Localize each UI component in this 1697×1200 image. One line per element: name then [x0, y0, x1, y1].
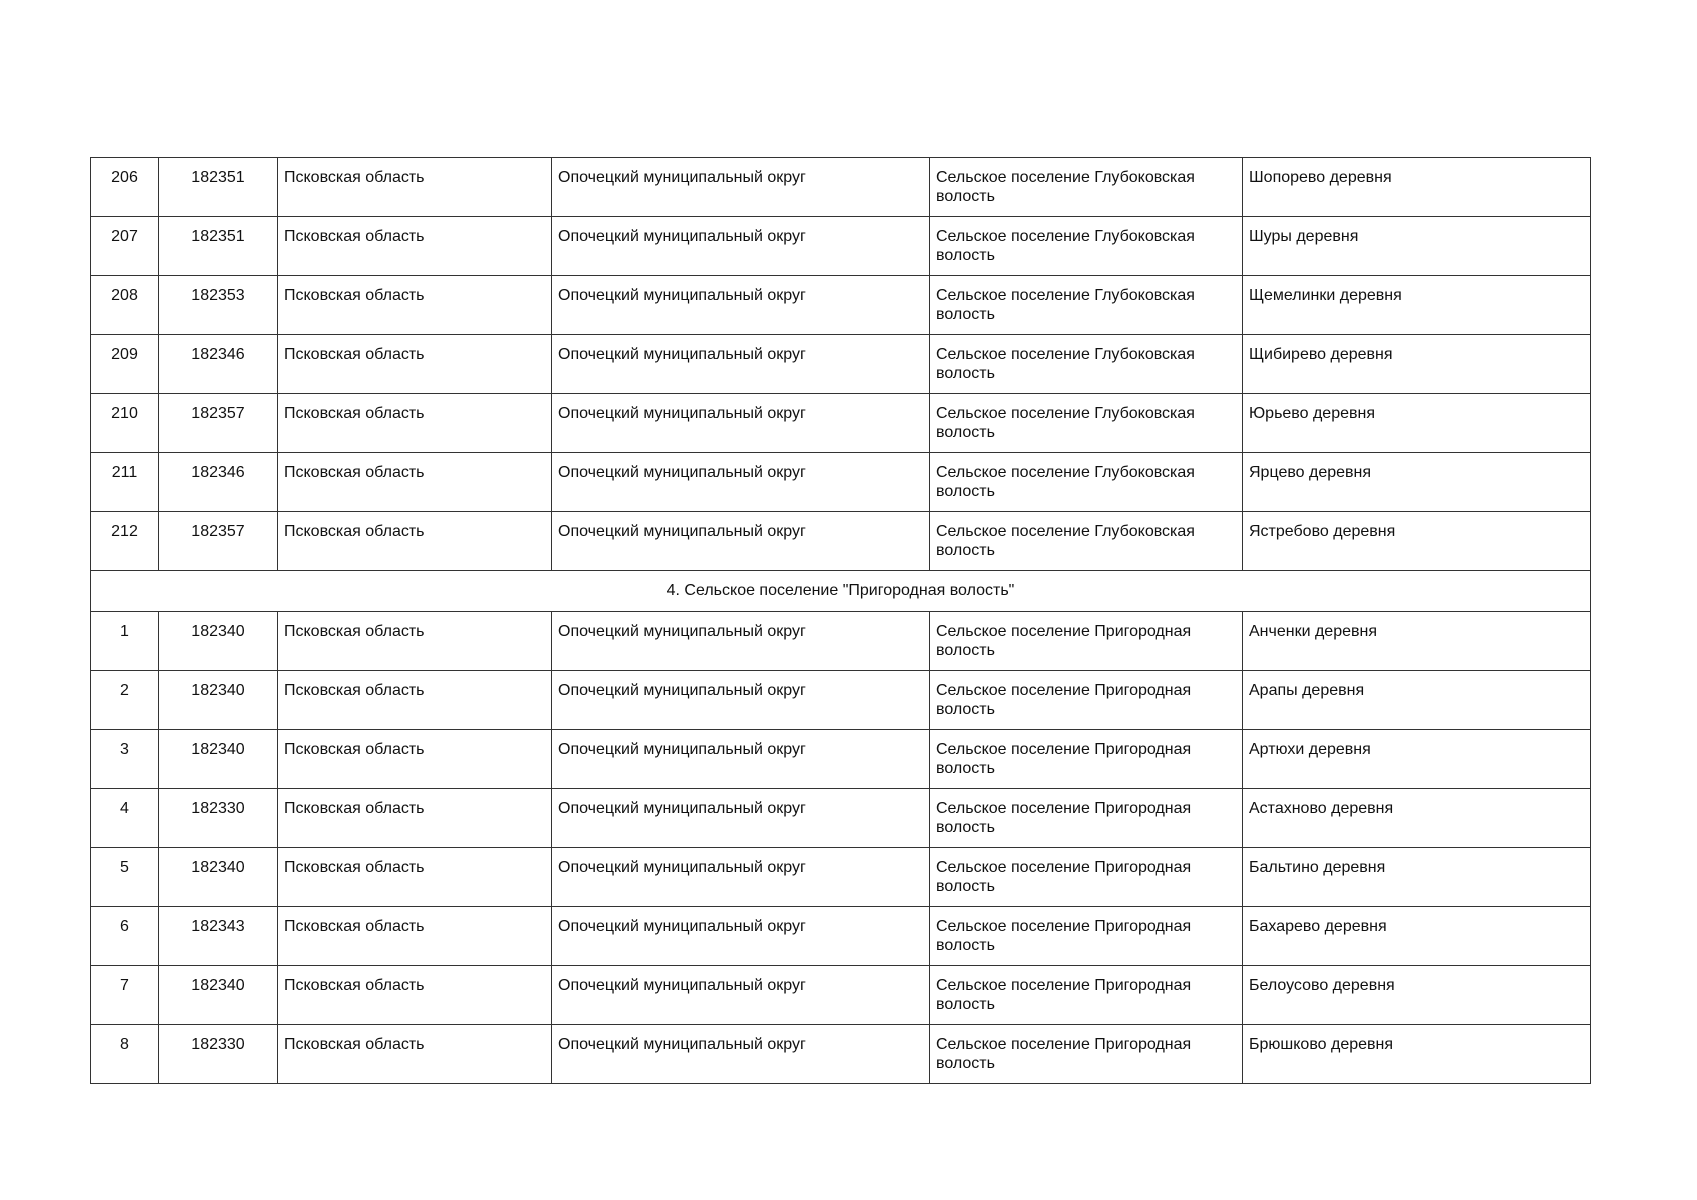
- district-cell: Опочецкий муниципальный округ: [552, 512, 930, 571]
- settlement-cell: Сельское поселение Пригородная волость: [930, 671, 1243, 730]
- region-cell: Псковская область: [278, 453, 552, 512]
- table-row: [91, 512, 1591, 571]
- region-cell: Псковская область: [278, 730, 552, 789]
- settlement-cell: Сельское поселение Пригородная волость: [930, 789, 1243, 848]
- row-number-cell: 1: [91, 612, 159, 671]
- district-cell: Опочецкий муниципальный округ: [552, 789, 930, 848]
- region-cell: Псковская область: [278, 612, 552, 671]
- settlement-cell: Сельское поселение Пригородная волость: [930, 730, 1243, 789]
- locality-cell: Юрьево деревня: [1243, 394, 1591, 453]
- table-row: [91, 612, 1591, 671]
- settlement-cell: Сельское поселение Глубоковская волость: [930, 453, 1243, 512]
- region-cell: Псковская область: [278, 966, 552, 1025]
- settlement-cell: Сельское поселение Пригородная волость: [930, 612, 1243, 671]
- row-number-cell: 209: [91, 335, 159, 394]
- region-cell: Псковская область: [278, 276, 552, 335]
- postcode-cell: 182340: [159, 730, 278, 789]
- region-cell: Псковская область: [278, 158, 552, 217]
- table-row: [91, 671, 1591, 730]
- region-cell: Псковская область: [278, 512, 552, 571]
- row-number-cell: 3: [91, 730, 159, 789]
- settlement-cell: Сельское поселение Пригородная волость: [930, 848, 1243, 907]
- settlement-cell: Сельское поселение Пригородная волость: [930, 966, 1243, 1025]
- row-number-cell: 208: [91, 276, 159, 335]
- locality-cell: Астахново деревня: [1243, 789, 1591, 848]
- district-cell: Опочецкий муниципальный округ: [552, 217, 930, 276]
- table-row: [91, 276, 1591, 335]
- region-cell: Псковская область: [278, 1025, 552, 1084]
- locality-cell: Анченки деревня: [1243, 612, 1591, 671]
- postcode-cell: 182351: [159, 158, 278, 217]
- locality-cell: Шопорево деревня: [1243, 158, 1591, 217]
- table-row: [91, 335, 1591, 394]
- table-row: [91, 907, 1591, 966]
- postcode-cell: 182351: [159, 217, 278, 276]
- region-cell: Псковская область: [278, 217, 552, 276]
- postcode-cell: 182340: [159, 612, 278, 671]
- table-row: [91, 158, 1591, 217]
- address-table-body: [91, 158, 1591, 1084]
- district-cell: Опочецкий муниципальный округ: [552, 158, 930, 217]
- postcode-cell: 182340: [159, 848, 278, 907]
- district-cell: Опочецкий муниципальный округ: [552, 671, 930, 730]
- region-cell: Псковская область: [278, 394, 552, 453]
- row-number-cell: 5: [91, 848, 159, 907]
- section-header-row: [91, 571, 1591, 612]
- section-title: 4. Сельское поселение "Пригородная волость": [91, 571, 1591, 612]
- region-cell: Псковская область: [278, 848, 552, 907]
- row-number-cell: 4: [91, 789, 159, 848]
- locality-cell: Щемелинки деревня: [1243, 276, 1591, 335]
- settlement-cell: Сельское поселение Пригородная волость: [930, 907, 1243, 966]
- district-cell: Опочецкий муниципальный округ: [552, 453, 930, 512]
- table-row: [91, 453, 1591, 512]
- district-cell: Опочецкий муниципальный округ: [552, 612, 930, 671]
- address-table: [90, 157, 1591, 1084]
- postcode-cell: 182330: [159, 789, 278, 848]
- table-row: [91, 1025, 1591, 1084]
- locality-cell: Ястребово деревня: [1243, 512, 1591, 571]
- locality-cell: Брюшково деревня: [1243, 1025, 1591, 1084]
- locality-cell: Щибирево деревня: [1243, 335, 1591, 394]
- table-row: [91, 394, 1591, 453]
- postcode-cell: 182340: [159, 966, 278, 1025]
- locality-cell: Белоусово деревня: [1243, 966, 1591, 1025]
- table-row: [91, 848, 1591, 907]
- locality-cell: Бахарево деревня: [1243, 907, 1591, 966]
- table-row: [91, 789, 1591, 848]
- district-cell: Опочецкий муниципальный округ: [552, 1025, 930, 1084]
- district-cell: Опочецкий муниципальный округ: [552, 276, 930, 335]
- locality-cell: Бальтино деревня: [1243, 848, 1591, 907]
- district-cell: Опочецкий муниципальный округ: [552, 907, 930, 966]
- region-cell: Псковская область: [278, 907, 552, 966]
- table-row: [91, 730, 1591, 789]
- row-number-cell: 2: [91, 671, 159, 730]
- district-cell: Опочецкий муниципальный округ: [552, 394, 930, 453]
- table-row: [91, 966, 1591, 1025]
- row-number-cell: 6: [91, 907, 159, 966]
- row-number-cell: 207: [91, 217, 159, 276]
- region-cell: Псковская область: [278, 789, 552, 848]
- row-number-cell: 206: [91, 158, 159, 217]
- row-number-cell: 8: [91, 1025, 159, 1084]
- postcode-cell: 182346: [159, 335, 278, 394]
- region-cell: Псковская область: [278, 671, 552, 730]
- settlement-cell: Сельское поселение Глубоковская волость: [930, 512, 1243, 571]
- settlement-cell: Сельское поселение Глубоковская волость: [930, 276, 1243, 335]
- district-cell: Опочецкий муниципальный округ: [552, 966, 930, 1025]
- postcode-cell: 182357: [159, 394, 278, 453]
- postcode-cell: 182340: [159, 671, 278, 730]
- settlement-cell: Сельское поселение Глубоковская волость: [930, 217, 1243, 276]
- postcode-cell: 182357: [159, 512, 278, 571]
- locality-cell: Ярцево деревня: [1243, 453, 1591, 512]
- postcode-cell: 182353: [159, 276, 278, 335]
- locality-cell: Артюхи деревня: [1243, 730, 1591, 789]
- settlement-cell: Сельское поселение Глубоковская волость: [930, 335, 1243, 394]
- district-cell: Опочецкий муниципальный округ: [552, 730, 930, 789]
- settlement-cell: Сельское поселение Пригородная волость: [930, 1025, 1243, 1084]
- district-cell: Опочецкий муниципальный округ: [552, 335, 930, 394]
- postcode-cell: 182343: [159, 907, 278, 966]
- row-number-cell: 7: [91, 966, 159, 1025]
- settlement-cell: Сельское поселение Глубоковская волость: [930, 158, 1243, 217]
- region-cell: Псковская область: [278, 335, 552, 394]
- locality-cell: Шуры деревня: [1243, 217, 1591, 276]
- district-cell: Опочецкий муниципальный округ: [552, 848, 930, 907]
- row-number-cell: 212: [91, 512, 159, 571]
- postcode-cell: 182346: [159, 453, 278, 512]
- row-number-cell: 210: [91, 394, 159, 453]
- locality-cell: Арапы деревня: [1243, 671, 1591, 730]
- table-row: [91, 217, 1591, 276]
- settlement-cell: Сельское поселение Глубоковская волость: [930, 394, 1243, 453]
- row-number-cell: 211: [91, 453, 159, 512]
- postcode-cell: 182330: [159, 1025, 278, 1084]
